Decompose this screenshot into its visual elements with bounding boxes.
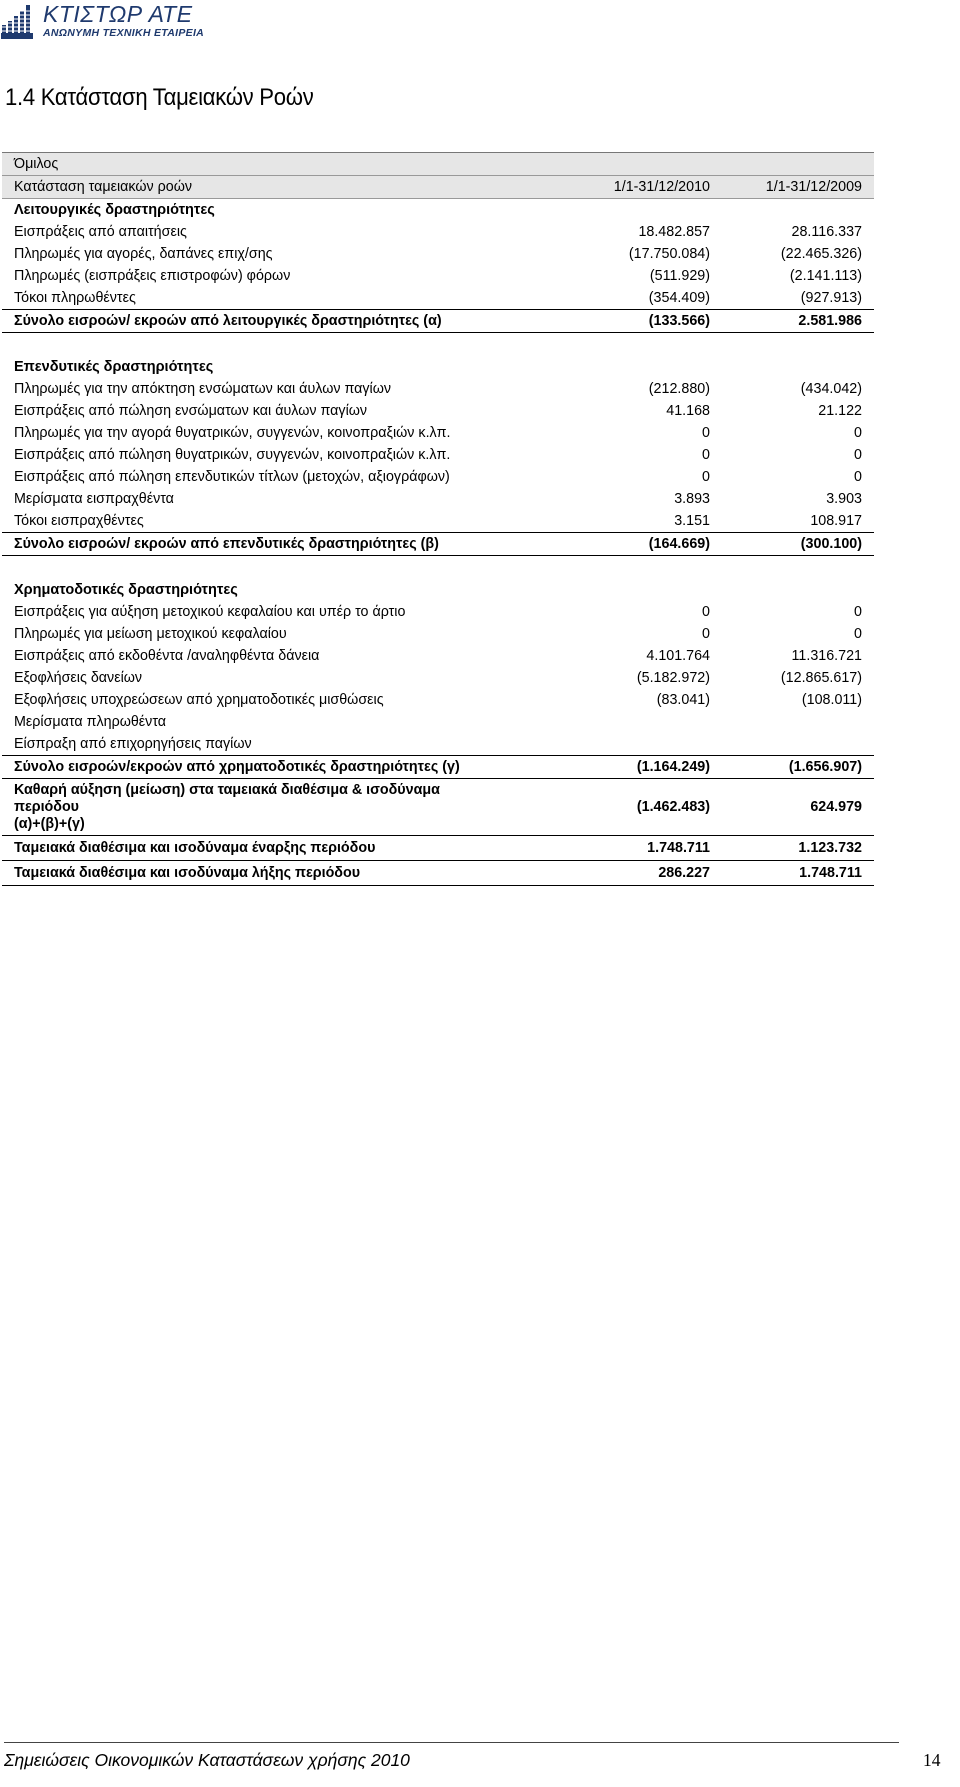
total-value-2009: (1.656.907) — [712, 756, 874, 779]
total-row-financing — [2, 756, 874, 779]
heading-col-2010: 1/1-31/12/2010 — [573, 176, 712, 199]
row-value-2010: 0 — [702, 603, 710, 620]
row-value-2009: (12.865.617) — [780, 669, 862, 686]
row-value-2009: (22.465.326) — [780, 245, 862, 262]
net-change-value-2009: 624.979 — [712, 779, 874, 836]
net-change-row — [2, 779, 874, 836]
section-title-row — [2, 356, 874, 378]
closing-value-2009: 1.748.711 — [712, 861, 874, 886]
row-value-2009: 21.122 — [818, 402, 862, 419]
row-label: Πληρωμές για την αγορά θυγατρικών, συγγενών, κοινοπραξιών κ.λπ. — [14, 424, 451, 441]
row-value-2010: 0 — [702, 424, 710, 441]
row-label: Πληρωμές για μείωση μετοχικού κεφαλαίου — [14, 625, 287, 642]
row-label: Μερίσματα εισπραχθέντα — [14, 490, 174, 507]
row-value-2010: 3.151 — [674, 512, 710, 529]
net-change-label — [2, 779, 573, 836]
company-subtitle: ΑΝΩΝΥΜΗ ΤΕΧΝΙΚΗ ΕΤΑΙΡΕΙΑ — [43, 27, 205, 39]
total-label: Σύνολο εισροών/εκροών από χρηματοδοτικές δραστηριότητες (γ) — [2, 756, 573, 779]
row-value-2009: 0 — [854, 424, 862, 441]
spacer-row — [2, 333, 874, 357]
row-label: Πληρωμές για αγορές, δαπάνες επιχ/σης — [14, 245, 273, 262]
row-label: Είσπραξη από επιχορηγήσεις παγίων — [14, 735, 252, 752]
row-value-2010: 3.893 — [674, 490, 710, 507]
table-row — [2, 243, 874, 265]
row-value-2009: 0 — [854, 625, 862, 642]
row-value-2009 — [712, 711, 874, 733]
heading-col-2009: 1/1-31/12/2009 — [712, 176, 874, 199]
net-change-value-2010: (1.462.483) — [573, 779, 712, 836]
total-value-2010: (1.164.249) — [573, 756, 712, 779]
row-value-2010: 0 — [702, 625, 710, 642]
row-label: Εισπράξεις από πώληση επενδυτικών τίτλων (μετοχών, αξιογράφων) — [14, 468, 450, 485]
building-bars-logo-icon — [1, 3, 33, 39]
table-row — [2, 601, 874, 623]
total-value-2010: (164.669) — [573, 533, 712, 556]
row-value-2010 — [573, 711, 712, 733]
row-label: Τόκοι πληρωθέντες — [14, 289, 136, 306]
closing-balance-row — [2, 861, 874, 886]
total-row-investing — [2, 533, 874, 556]
row-label: Εισπράξεις από απαιτήσεις — [14, 223, 187, 240]
row-label: Πληρωμές (εισπράξεις επιστροφών) φόρων — [14, 267, 291, 284]
page-title: 1.4 Κατάσταση Ταμειακών Ροών — [5, 84, 314, 111]
row-value-2010: (354.409) — [648, 289, 710, 306]
row-value-2009: 108.917 — [810, 512, 862, 529]
table-row — [2, 400, 874, 422]
row-value-2010 — [573, 733, 712, 756]
table-row — [2, 689, 874, 711]
table-row — [2, 488, 874, 510]
row-label: Τόκοι εισπραχθέντες — [14, 512, 144, 529]
table-row — [2, 645, 874, 667]
table-row — [2, 422, 874, 444]
opening-value-2009: 1.123.732 — [712, 836, 874, 861]
row-value-2009: (927.913) — [800, 289, 862, 306]
row-value-2009: (108.011) — [801, 691, 862, 708]
spacer-row — [2, 556, 874, 580]
row-value-2010: (83.041) — [656, 691, 710, 708]
row-value-2010: (17.750.084) — [628, 245, 710, 262]
section-title-financing: Χρηματοδοτικές δραστηριότητες — [14, 581, 238, 598]
row-value-2010: (511.929) — [649, 267, 710, 284]
cash-flow-table — [2, 152, 874, 886]
net-change-label-line2: περιόδου — [14, 798, 80, 815]
group-row — [2, 153, 874, 176]
opening-value-2010: 1.748.711 — [573, 836, 712, 861]
total-row-operating — [2, 310, 874, 333]
closing-value-2010: 286.227 — [573, 861, 712, 886]
row-label: Εξοφλήσεις δανείων — [14, 669, 143, 686]
closing-label: Ταμειακά διαθέσιμα και ισοδύναμα λήξης περιόδου — [2, 861, 573, 886]
opening-label: Ταμειακά διαθέσιμα και ισοδύναμα έναρξης περιόδου — [2, 836, 573, 861]
row-value-2010: (5.182.972) — [636, 669, 710, 686]
section-title-investing: Επενδυτικές δραστηριότητες — [14, 358, 214, 375]
group-label: Όμιλος — [2, 153, 573, 176]
row-value-2010: 41.168 — [666, 402, 710, 419]
row-value-2010: (212.880) — [648, 380, 710, 397]
section-title-row — [2, 199, 874, 222]
table-row — [2, 265, 874, 287]
document-header — [0, 0, 960, 44]
net-change-label-line3: (α)+(β)+(γ) — [14, 815, 85, 832]
row-value-2009: 28.116.337 — [791, 223, 862, 240]
footer-divider — [4, 1742, 899, 1743]
company-block — [43, 1, 204, 39]
table-row — [2, 221, 874, 243]
total-value-2009: (300.100) — [712, 533, 874, 556]
row-label: Εισπράξεις από πώληση ενσώματων και άυλων παγίων — [14, 402, 368, 419]
net-change-label-line1: Καθαρή αύξηση (μείωση) στα ταμειακά διαθέσιμα & ισοδύναμα — [14, 781, 440, 798]
table-row — [2, 444, 874, 466]
document-footer — [0, 1742, 960, 1782]
total-value-2009: 2.581.986 — [712, 310, 874, 333]
table-row — [2, 466, 874, 488]
row-label: Εισπράξεις για αύξηση μετοχικού κεφαλαίου και υπέρ το άρτιο — [14, 603, 406, 620]
row-label: Μερίσματα πληρωθέντα — [14, 713, 167, 730]
row-value-2009: 0 — [854, 603, 862, 620]
section-title-operating: Λειτουργικές δραστηριότητες — [14, 201, 215, 218]
page-number: 14 — [923, 1750, 941, 1770]
row-value-2009: 0 — [854, 468, 862, 485]
row-label: Πληρωμές για την απόκτηση ενσώματων και άυλων παγίων — [14, 380, 392, 397]
section-title-row — [2, 579, 874, 601]
row-value-2009: (434.042) — [800, 380, 862, 397]
table-row — [2, 378, 874, 400]
table-row — [2, 510, 874, 533]
row-value-2009: 11.316.721 — [791, 647, 862, 664]
total-label: Σύνολο εισροών/ εκροών από λειτουργικές δραστηριότητες (α) — [2, 310, 573, 333]
opening-balance-row — [2, 836, 874, 861]
row-value-2010: 18.482.857 — [638, 223, 710, 240]
total-label: Σύνολο εισροών/ εκροών από επενδυτικές δραστηριότητες (β) — [2, 533, 573, 556]
row-value-2010: 0 — [702, 446, 710, 463]
row-value-2010: 0 — [702, 468, 710, 485]
row-label: Εξοφλήσεις υποχρεώσεων από χρηματοδοτικές μισθώσεις — [14, 691, 384, 708]
table-row — [2, 711, 874, 733]
row-value-2009 — [712, 733, 874, 756]
table-row — [2, 623, 874, 645]
heading-label: Κατάσταση ταμειακών ροών — [2, 176, 573, 199]
row-value-2009: 3.903 — [826, 490, 862, 507]
row-label: Εισπράξεις από εκδοθέντα /αναληφθέντα δάνεια — [14, 647, 320, 664]
table-row — [2, 287, 874, 310]
row-value-2009: 0 — [854, 446, 862, 463]
company-name: ΚΤΙΣΤΩΡ ΑΤΕ — [43, 1, 193, 27]
table-row — [2, 733, 874, 756]
table-row — [2, 667, 874, 689]
table-heading-row — [2, 176, 874, 199]
row-label: Εισπράξεις από πώληση θυγατρικών, συγγενών, κοινοπραξιών κ.λπ. — [14, 446, 451, 463]
row-value-2009: (2.141.113) — [789, 267, 862, 284]
total-value-2010: (133.566) — [573, 310, 712, 333]
row-value-2010: 4.101.764 — [646, 647, 710, 664]
footer-text: Σημειώσεις Οικονομικών Καταστάσεων χρήσης 2010 — [4, 1750, 410, 1770]
